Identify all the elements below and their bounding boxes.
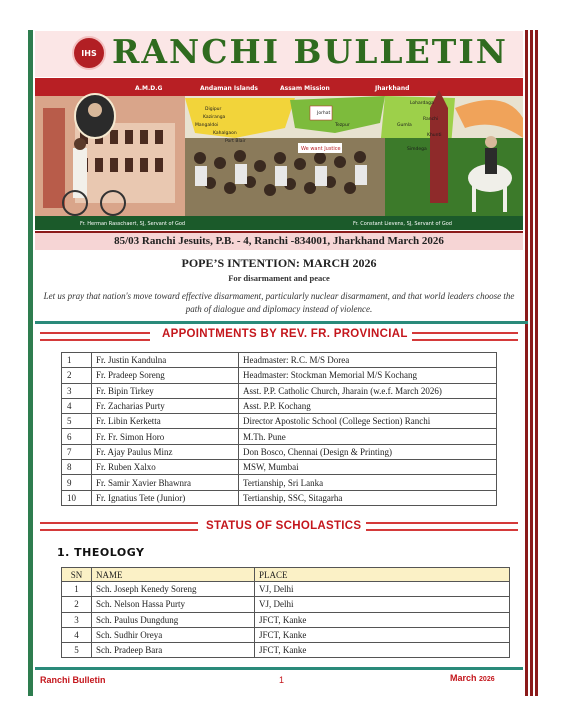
table-row	[62, 383, 497, 398]
appointment-sn: 8	[62, 460, 92, 475]
table-row	[62, 460, 497, 475]
map-label: Khunti	[427, 133, 442, 138]
appointment-sn: 7	[62, 444, 92, 459]
scholastic-name: Sch. Joseph Kenedy Soreng	[92, 582, 255, 597]
map-label: Ranchi	[423, 117, 439, 122]
map-label: Kahalgaon	[213, 131, 237, 136]
section-divider	[35, 321, 528, 324]
table-row	[62, 643, 510, 658]
appointment-name: Fr. Justin Kandulna	[92, 353, 239, 368]
appointment-sn: 10	[62, 490, 92, 505]
scholastic-sn: 4	[62, 627, 92, 642]
address-bar	[35, 231, 523, 250]
theology-heading: 1. THEOLOGY	[57, 546, 145, 559]
appointment-sn: 5	[62, 414, 92, 429]
footer-title: Ranchi Bulletin	[40, 675, 106, 685]
map-label: Port Blair	[225, 139, 246, 144]
table-row	[62, 398, 497, 413]
scholastic-place: VJ, Delhi	[255, 582, 510, 597]
map-label: Tezpur	[335, 123, 350, 128]
appointment-sn: 9	[62, 475, 92, 490]
appointment-post: MSW, Mumbai	[239, 460, 497, 475]
column-header-name: NAME	[92, 568, 255, 582]
scholastic-name: Sch. Nelson Hassa Purty	[92, 597, 255, 612]
ihs-emblem-icon: IHS	[72, 36, 106, 70]
scholastic-sn: 3	[62, 612, 92, 627]
table-row	[62, 597, 510, 612]
scholastic-sn: 1	[62, 582, 92, 597]
appointment-name: Fr. Pradeep Soreng	[92, 368, 239, 383]
appointment-name: Fr. Zacharias Purty	[92, 398, 239, 413]
bulletin-title: RANCHI BULLETIN	[112, 32, 508, 71]
heading-rule-right	[366, 522, 518, 524]
heading-rule-right-2	[412, 339, 518, 341]
appointment-name: Fr. Bipin Tirkey	[92, 383, 239, 398]
scholastic-sn: 2	[62, 597, 92, 612]
map-label: Lohardaga	[410, 101, 434, 106]
banner-collage	[35, 78, 523, 230]
appointment-post: Headmaster: Stockman Memorial M/S Kochang	[239, 368, 497, 383]
left-frame-bar	[28, 30, 33, 696]
banner-caption-left: Fr. Herman Rasschaert, SJ, Servant of God	[80, 221, 186, 227]
intention-title: POPE’S INTENTION: MARCH 2026	[181, 256, 377, 270]
scholastic-place: JFCT, Kanke	[255, 612, 510, 627]
appointment-name: Fr. Ignatius Tete (Junior)	[92, 490, 239, 505]
table-row	[62, 353, 497, 368]
appointment-post: Director Apostolic School (College Section) Ranchi	[239, 414, 497, 429]
map-label: Digipur	[205, 107, 222, 112]
issue-date: March 2026	[387, 235, 444, 247]
appointment-post: Tertianship, Sri Lanka	[239, 475, 497, 490]
scholastic-place: JFCT, Kanke	[255, 627, 510, 642]
footer-month: March	[450, 673, 477, 683]
heading-rule-left	[40, 522, 198, 524]
table-row	[62, 444, 497, 459]
footer-date	[450, 673, 495, 683]
appointment-sn: 6	[62, 429, 92, 444]
map-label: Gumla	[397, 123, 412, 128]
table-row	[62, 582, 510, 597]
heading-rule-left-2	[40, 529, 198, 531]
scholastic-place: VJ, Delhi	[255, 597, 510, 612]
appointment-sn: 3	[62, 383, 92, 398]
table-row	[62, 627, 510, 642]
heading-rule-right-2	[366, 529, 518, 531]
page-number: 1	[279, 675, 285, 685]
banner-label-jharkhand: Jharkhand	[375, 85, 410, 92]
map-label: Mangaldoi	[195, 123, 219, 128]
heading-rule-right	[412, 332, 518, 334]
banner-caption-right: Fr. Constant Lievens, SJ, Servant of God	[353, 221, 452, 227]
banner-illustration	[35, 78, 523, 230]
table-row	[62, 490, 497, 505]
appointment-post: M.Th. Pune	[239, 429, 497, 444]
table-row	[62, 414, 497, 429]
right-frame-bars	[525, 30, 539, 696]
appointment-post: Don Bosco, Chennai (Design & Printing)	[239, 444, 497, 459]
intention-subtitle: For disarmament and peace	[228, 273, 330, 283]
appointment-name: Fr. Fr. Simon Horo	[92, 429, 239, 444]
table-row	[62, 475, 497, 490]
scholastic-name: Sch. Sudhir Oreya	[92, 627, 255, 642]
scholastics-heading: STATUS OF SCHOLASTICS	[206, 520, 362, 532]
table-header-row	[62, 568, 510, 582]
table-row	[62, 612, 510, 627]
appointments-table	[61, 352, 497, 506]
table-row	[62, 429, 497, 444]
banner-label-amdg: A.M.D.G	[135, 85, 163, 92]
banner-label-assam: Assam Mission	[280, 85, 330, 92]
appointment-name: Fr. Ajay Paulus Minz	[92, 444, 239, 459]
column-header-sn: SN	[62, 568, 92, 582]
theology-table	[61, 567, 510, 658]
appointment-name: Fr. Ruben Xalxo	[92, 460, 239, 475]
appointment-sn: 2	[62, 368, 92, 383]
appointment-name: Fr. Libin Kerketta	[92, 414, 239, 429]
map-label: Simdega	[407, 147, 427, 152]
map-label: Jorhat	[317, 111, 331, 116]
scholastic-name: Sch. Paulus Dungdung	[92, 612, 255, 627]
appointments-heading: APPOINTMENTS BY REV. FR. PROVINCIAL	[162, 328, 408, 340]
address-text: 85/03 Ranchi Jesuits, P.B. - 4, Ranchi -834001, Jharkhand	[114, 235, 385, 247]
appointment-post: Asst. P.P. Kochang	[239, 398, 497, 413]
appointment-sn: 1	[62, 353, 92, 368]
table-row	[62, 368, 497, 383]
appointment-post: Tertianship, SSC, Sitagarha	[239, 490, 497, 505]
banner-label-andaman: Andaman Islands	[200, 85, 258, 92]
appointment-name: Fr. Samir Xavier Bhawnra	[92, 475, 239, 490]
scholastic-name: Sch. Pradeep Bara	[92, 643, 255, 658]
intention-text: Let us pray that nation's move toward effective disarmament, particularly nuclear disarmament, and that world leaders choose the path of dialogue and diplomacy instead of violence.	[43, 291, 515, 314]
page-footer	[35, 667, 523, 690]
map-label: Kaziranga	[203, 115, 226, 120]
footer-year: 2026	[479, 676, 495, 683]
scholastic-sn: 5	[62, 643, 92, 658]
heading-rule-left-2	[40, 339, 150, 341]
banner-sign-text: We want Justice	[301, 146, 341, 152]
heading-rule-left	[40, 332, 150, 334]
column-header-place: PLACE	[255, 568, 510, 582]
appointment-sn: 4	[62, 398, 92, 413]
appointment-post: Headmaster: R.C. M/S Dorea	[239, 353, 497, 368]
appointment-post: Asst. P.P. Catholic Church, Jharain (w.e.f. March 2026)	[239, 383, 497, 398]
scholastic-place: JFCT, Kanke	[255, 643, 510, 658]
